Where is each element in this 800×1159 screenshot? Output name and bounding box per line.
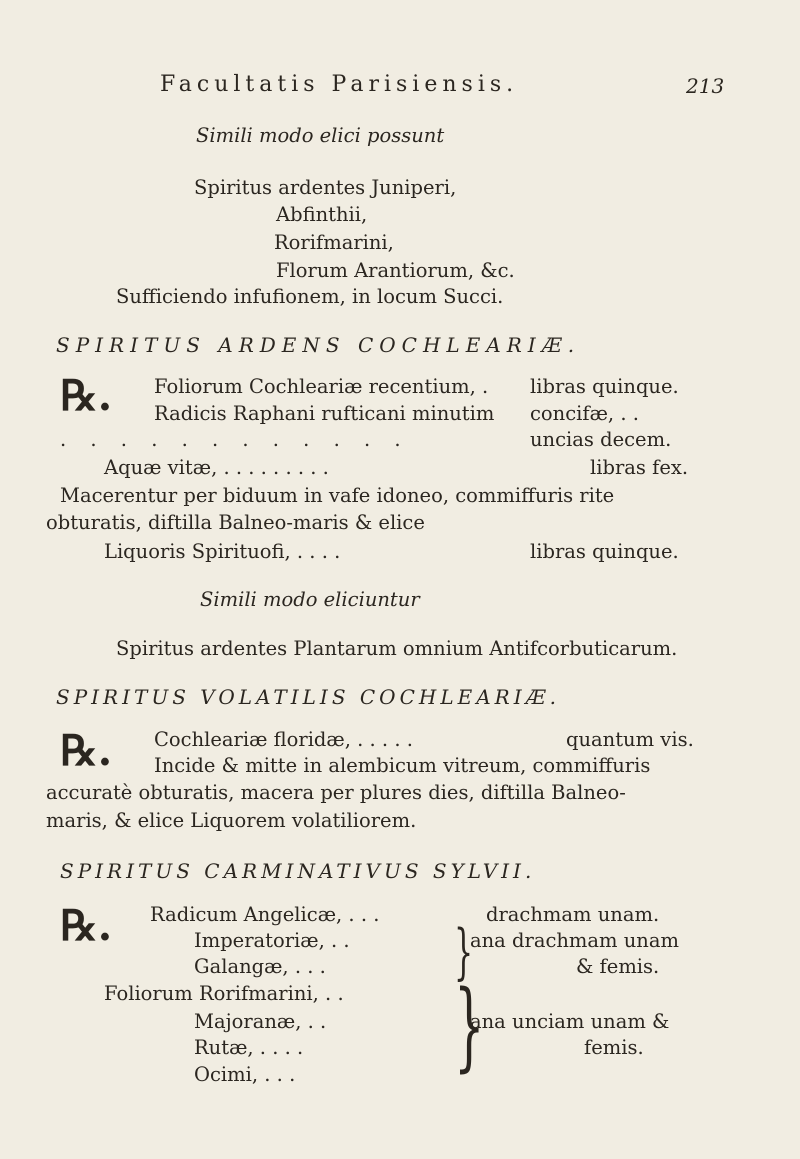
recipe-amount: quantum vis. [566, 728, 694, 751]
page-number: 213 [686, 74, 725, 98]
section-intro: Simili modo eliciuntur [200, 588, 420, 611]
ingredient-line: Foliorum Rorifmarini, . . [104, 982, 344, 1005]
recipe-line: . . . . . . . . . . . . [60, 428, 410, 451]
ingredient-line: Rutæ, . . . . [194, 1036, 304, 1059]
body-text: Macerentur per biduum in vafe idoneo, commiffuris rite [60, 484, 615, 507]
body-text: Sufficiendo infufionem, in locum Succi. [116, 285, 504, 308]
recipe-line: Cochleariæ floridæ, . . . . . [154, 728, 413, 751]
recipe-amount: libras quinque. [530, 540, 679, 563]
recipe-amount: ana unciam unam & [470, 1010, 670, 1033]
recipe-amount: ana drachmam unam [470, 929, 679, 952]
section-intro: Simili modo elici possunt [196, 124, 445, 147]
recipe-amount: libras quinque. [530, 375, 679, 398]
brace: } [454, 917, 474, 987]
recipe-symbol: ℞. [60, 371, 113, 420]
recipe-line: Radicis Raphani rufticani minutim [154, 402, 495, 425]
recipe-line: Liquoris Spirituofi, . . . . [104, 540, 341, 563]
recipe-amount: & femis. [576, 955, 660, 978]
body-text: accuratè obturatis, macera per plures dies, diftilla Balneo- [46, 781, 626, 804]
list-item: Spiritus ardentes Juniperi, [194, 176, 457, 199]
body-text: maris, & elice Liquorem volatiliorem. [46, 809, 417, 832]
ingredient-line: Ocimi, . . . [194, 1063, 296, 1086]
ingredient-line: Galangæ, . . . [194, 955, 326, 978]
list-item: Abfinthii, [276, 203, 368, 226]
recipe-amount: concifæ, . . [530, 402, 639, 425]
section-title: SPIRITUS VOLATILIS COCHLEARIÆ. [56, 685, 560, 709]
recipe-line: Aquæ vitæ, . . . . . . . . . [104, 456, 329, 479]
running-header: Facultatis Parisiensis. [160, 72, 519, 97]
body-text: obturatis, diftilla Balneo-maris & elice [46, 511, 425, 534]
recipe-amount: uncias decem. [530, 428, 672, 451]
body-text: Spiritus ardentes Plantarum omnium Antifcorbuticarum. [116, 637, 678, 660]
section-title: SPIRITUS CARMINATIVUS SYLVII. [60, 859, 536, 883]
recipe-line: Foliorum Cochleariæ recentium, . [154, 375, 489, 398]
recipe-amount: libras fex. [590, 456, 689, 479]
recipe-symbol: ℞. [60, 726, 113, 775]
brace: } [454, 970, 485, 1082]
body-text: Incide & mitte in alembicum vitreum, commiffuris [154, 754, 651, 777]
ingredient-line: Radicum Angelicæ, . . . [150, 903, 380, 926]
section-title: SPIRITUS ARDENS COCHLEARIÆ. [56, 333, 581, 357]
list-item: Rorifmarini, [274, 231, 394, 254]
ingredient-line: Majoranæ, . . [194, 1010, 327, 1033]
recipe-symbol: ℞. [60, 901, 113, 950]
recipe-amount: femis. [584, 1036, 644, 1059]
ingredient-line: Imperatoriæ, . . [194, 929, 350, 952]
recipe-amount: drachmam unam. [486, 903, 660, 926]
list-item: Florum Arantiorum, &c. [276, 259, 515, 282]
